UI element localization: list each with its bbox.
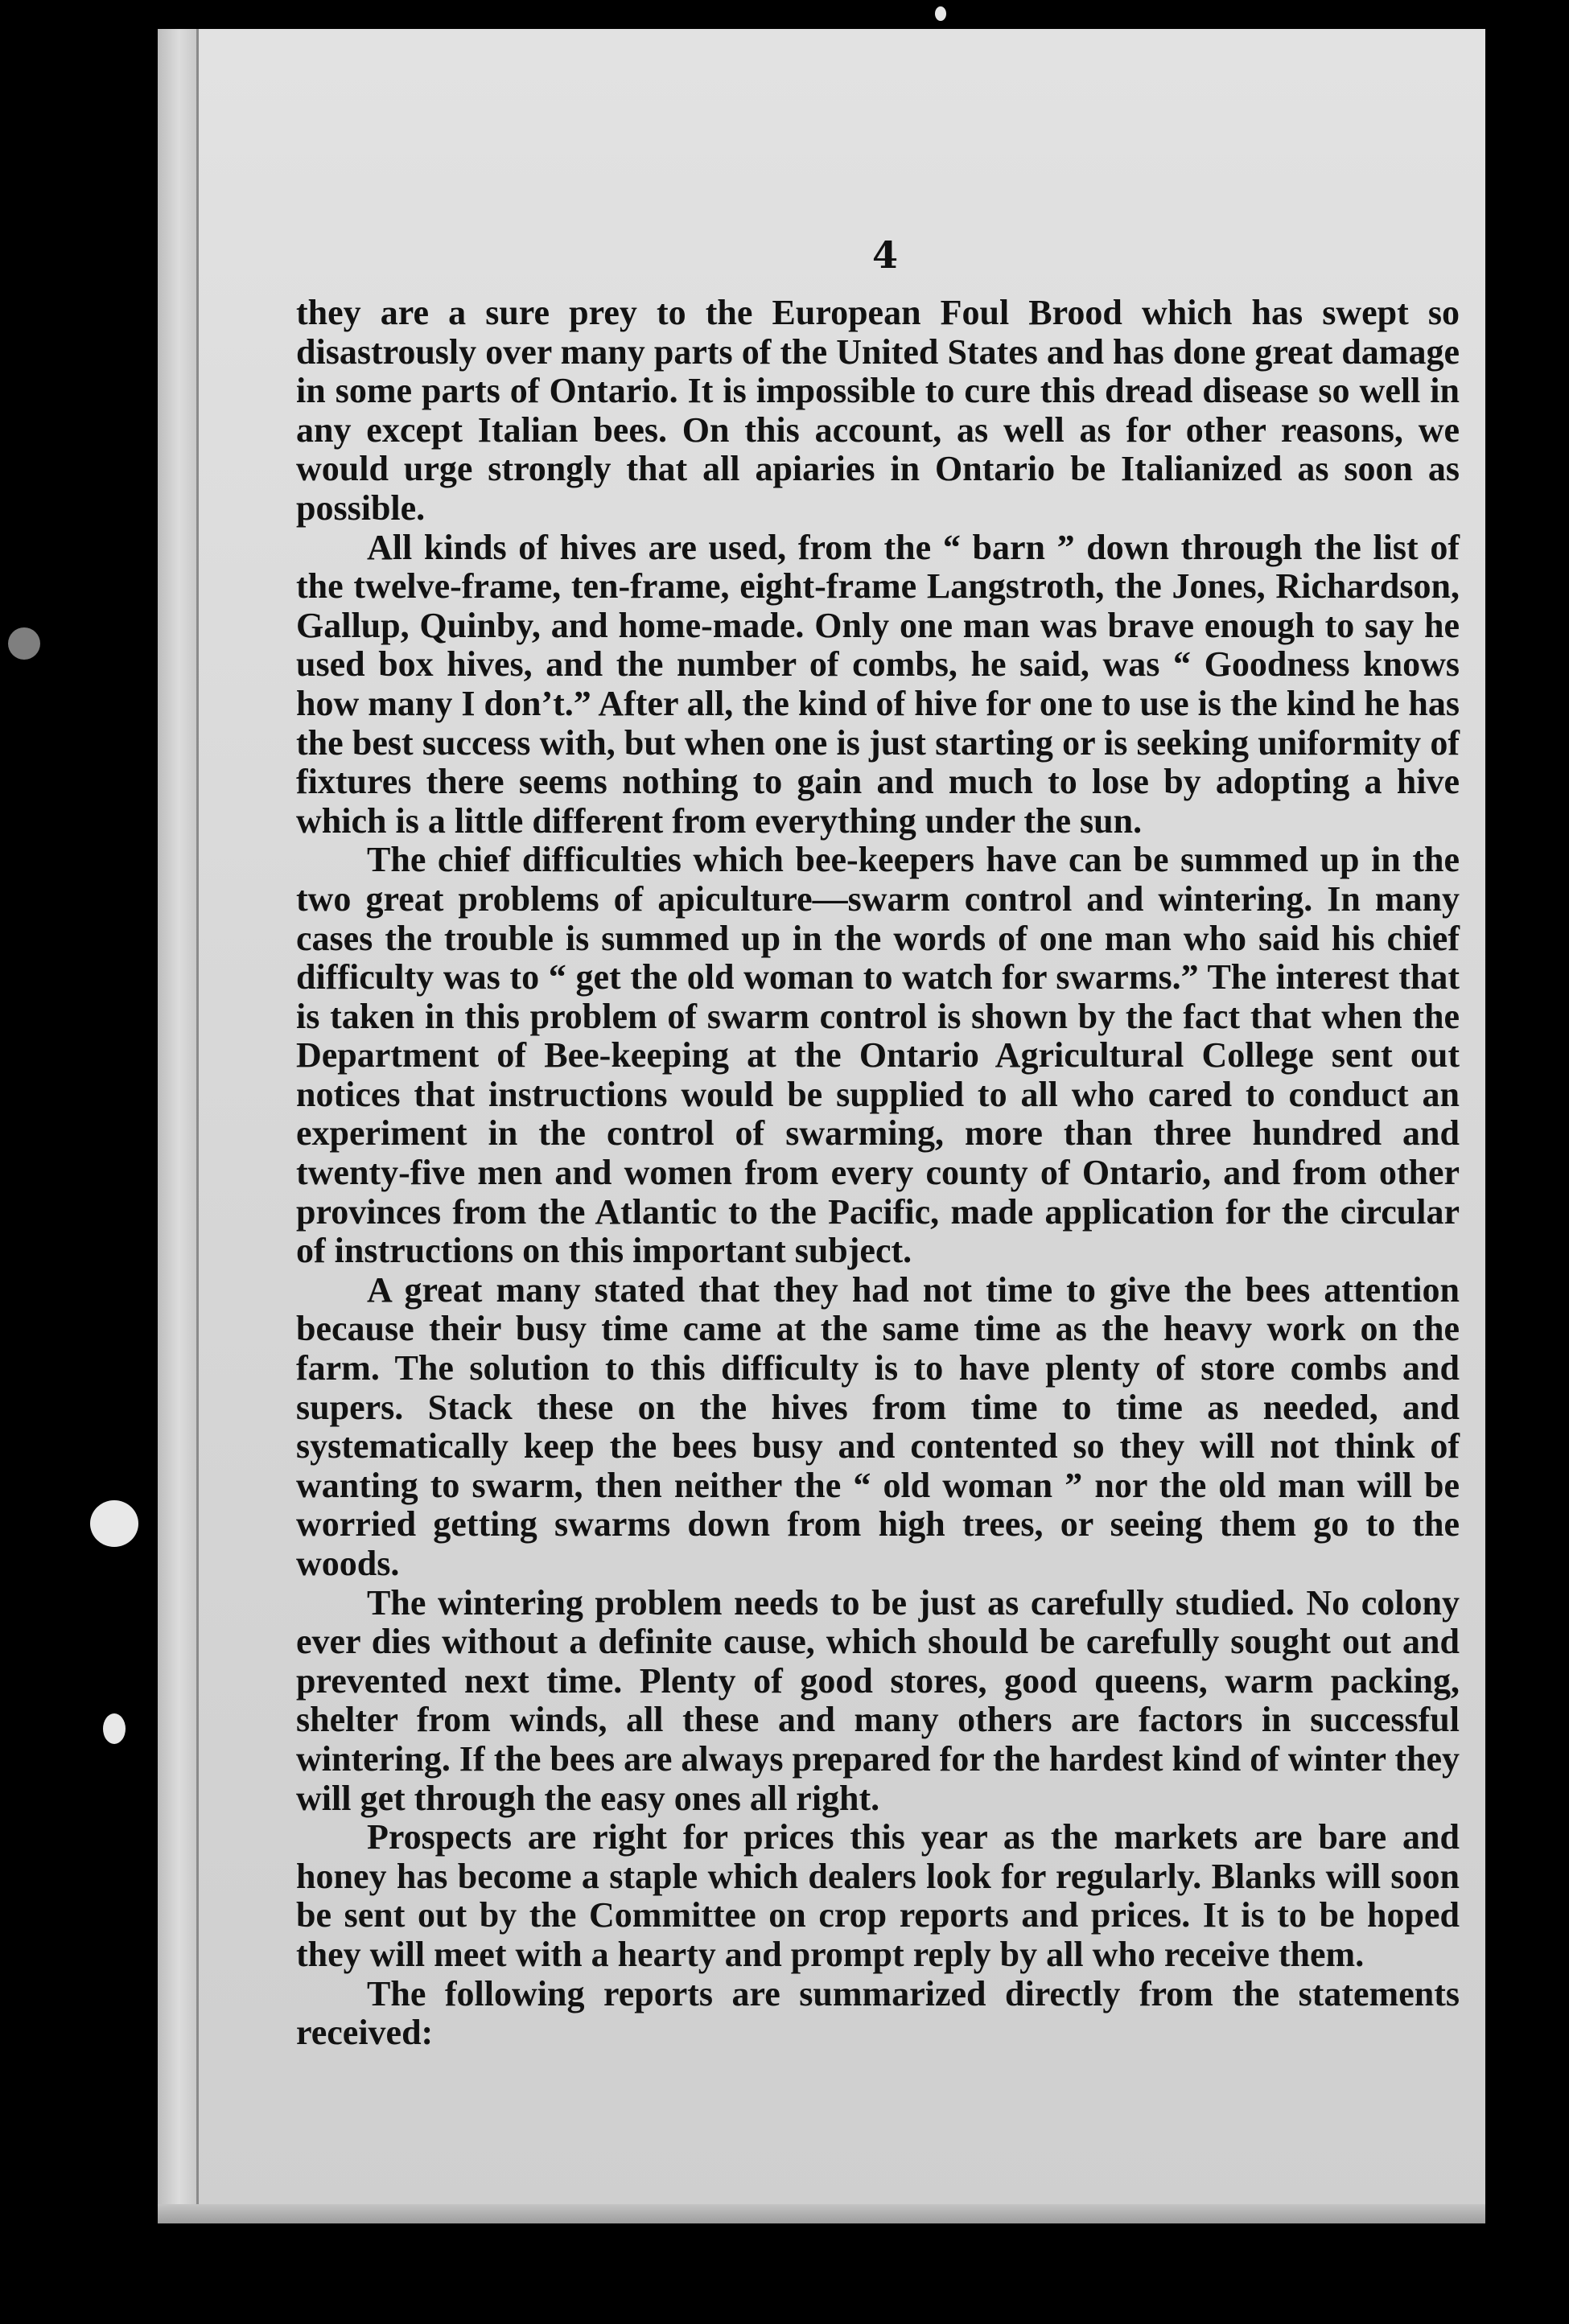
page-number: 4 — [871, 233, 898, 277]
paragraph: The following reports are summarized directly from the statements received: — [296, 1973, 1460, 2053]
paragraph: The chief difficulties which bee-keepers have can be summed up in the two great problems of apiculture—swarm control and wintering. In many cases the trouble is summed up in the words of one man who said his chief difficulty was to “ get the old woman to watch for swarms.” The interest that is taken in this problem of swarm control is shown by the fact that when the Department of Bee-keeping at the Ontario Agricultural College sent out notices that instructions would be supplied to all who cared to conduct an experiment in the control of swarming, more than three hundred and twenty-five men and women from every county of Ontario, and from other provinces from the Atlantic to the Pacific, made application for the circular of instructions on this important subject. — [296, 840, 1460, 1271]
paragraph: they are a sure prey to the European Foul Brood which has swept so disastrously over many parts of the United States and has done great damage in some parts of Ontario. It is impossible to cure this dread disease so well in any except Italian bees. On this account, as well as for other reasons, we would urge strongly that all apiaries in Ontario be Italianized as soon as possible. — [296, 293, 1460, 528]
page-binding-edge — [158, 29, 199, 2223]
scan-speck — [90, 1500, 138, 1547]
scan-speck — [103, 1713, 126, 1744]
scan-speck — [8, 627, 40, 660]
paragraph: A great many stated that they had not time to give the bees attention because their busy time came at the same time as the heavy work on the farm. The solution to this difficulty is to have plenty of store combs and supers. Stack these on the hives from time to time as needed, and systematically keep the bees busy and contented so they will not think of wanting to swarm, then neither the “ old woman ” nor the old man will be worried getting swarms down from high trees, or seeing them go to the woods. — [296, 1269, 1460, 1583]
body-text — [296, 294, 1460, 2053]
page-bottom-edge — [158, 2204, 1485, 2223]
paragraph: All kinds of hives are used, from the “ barn ” down through the list of the twelve-frame, ten-frame, eight-frame Langstroth, the Jones, Richardson, Gallup, Quinby, and home-made. Only one man was brave enough to say he used box hives, and the number of combs, he said, was “ Goodness knows how many I don’t.” After all, the kind of hive for one to use is the kind he has the best success with, but when one is just starting or is seeking uniformity of fixtures there seems nothing to gain and much to lose by adopting a hive which is a little different from everything under the sun. — [296, 527, 1460, 841]
paragraph: Prospects are right for prices this year as the markets are bare and honey has become a staple which dealers look for regularly. Blanks will soon be sent out by the Committee on crop reports and prices. It is to be hoped they will meet with a hearty and prompt reply by all who receive them. — [296, 1817, 1460, 1974]
scan-speck — [935, 6, 946, 21]
paragraph: The wintering problem needs to be just as carefully studied. No colony ever dies without a definite cause, which should be carefully sought out and prevented next time. Plenty of good stores, good queens, warm packing, shelter from winds, all these and many others are factors in successful wintering. If the bees are always prepared for the hardest kind of winter they will get through the easy ones all right. — [296, 1582, 1460, 1818]
